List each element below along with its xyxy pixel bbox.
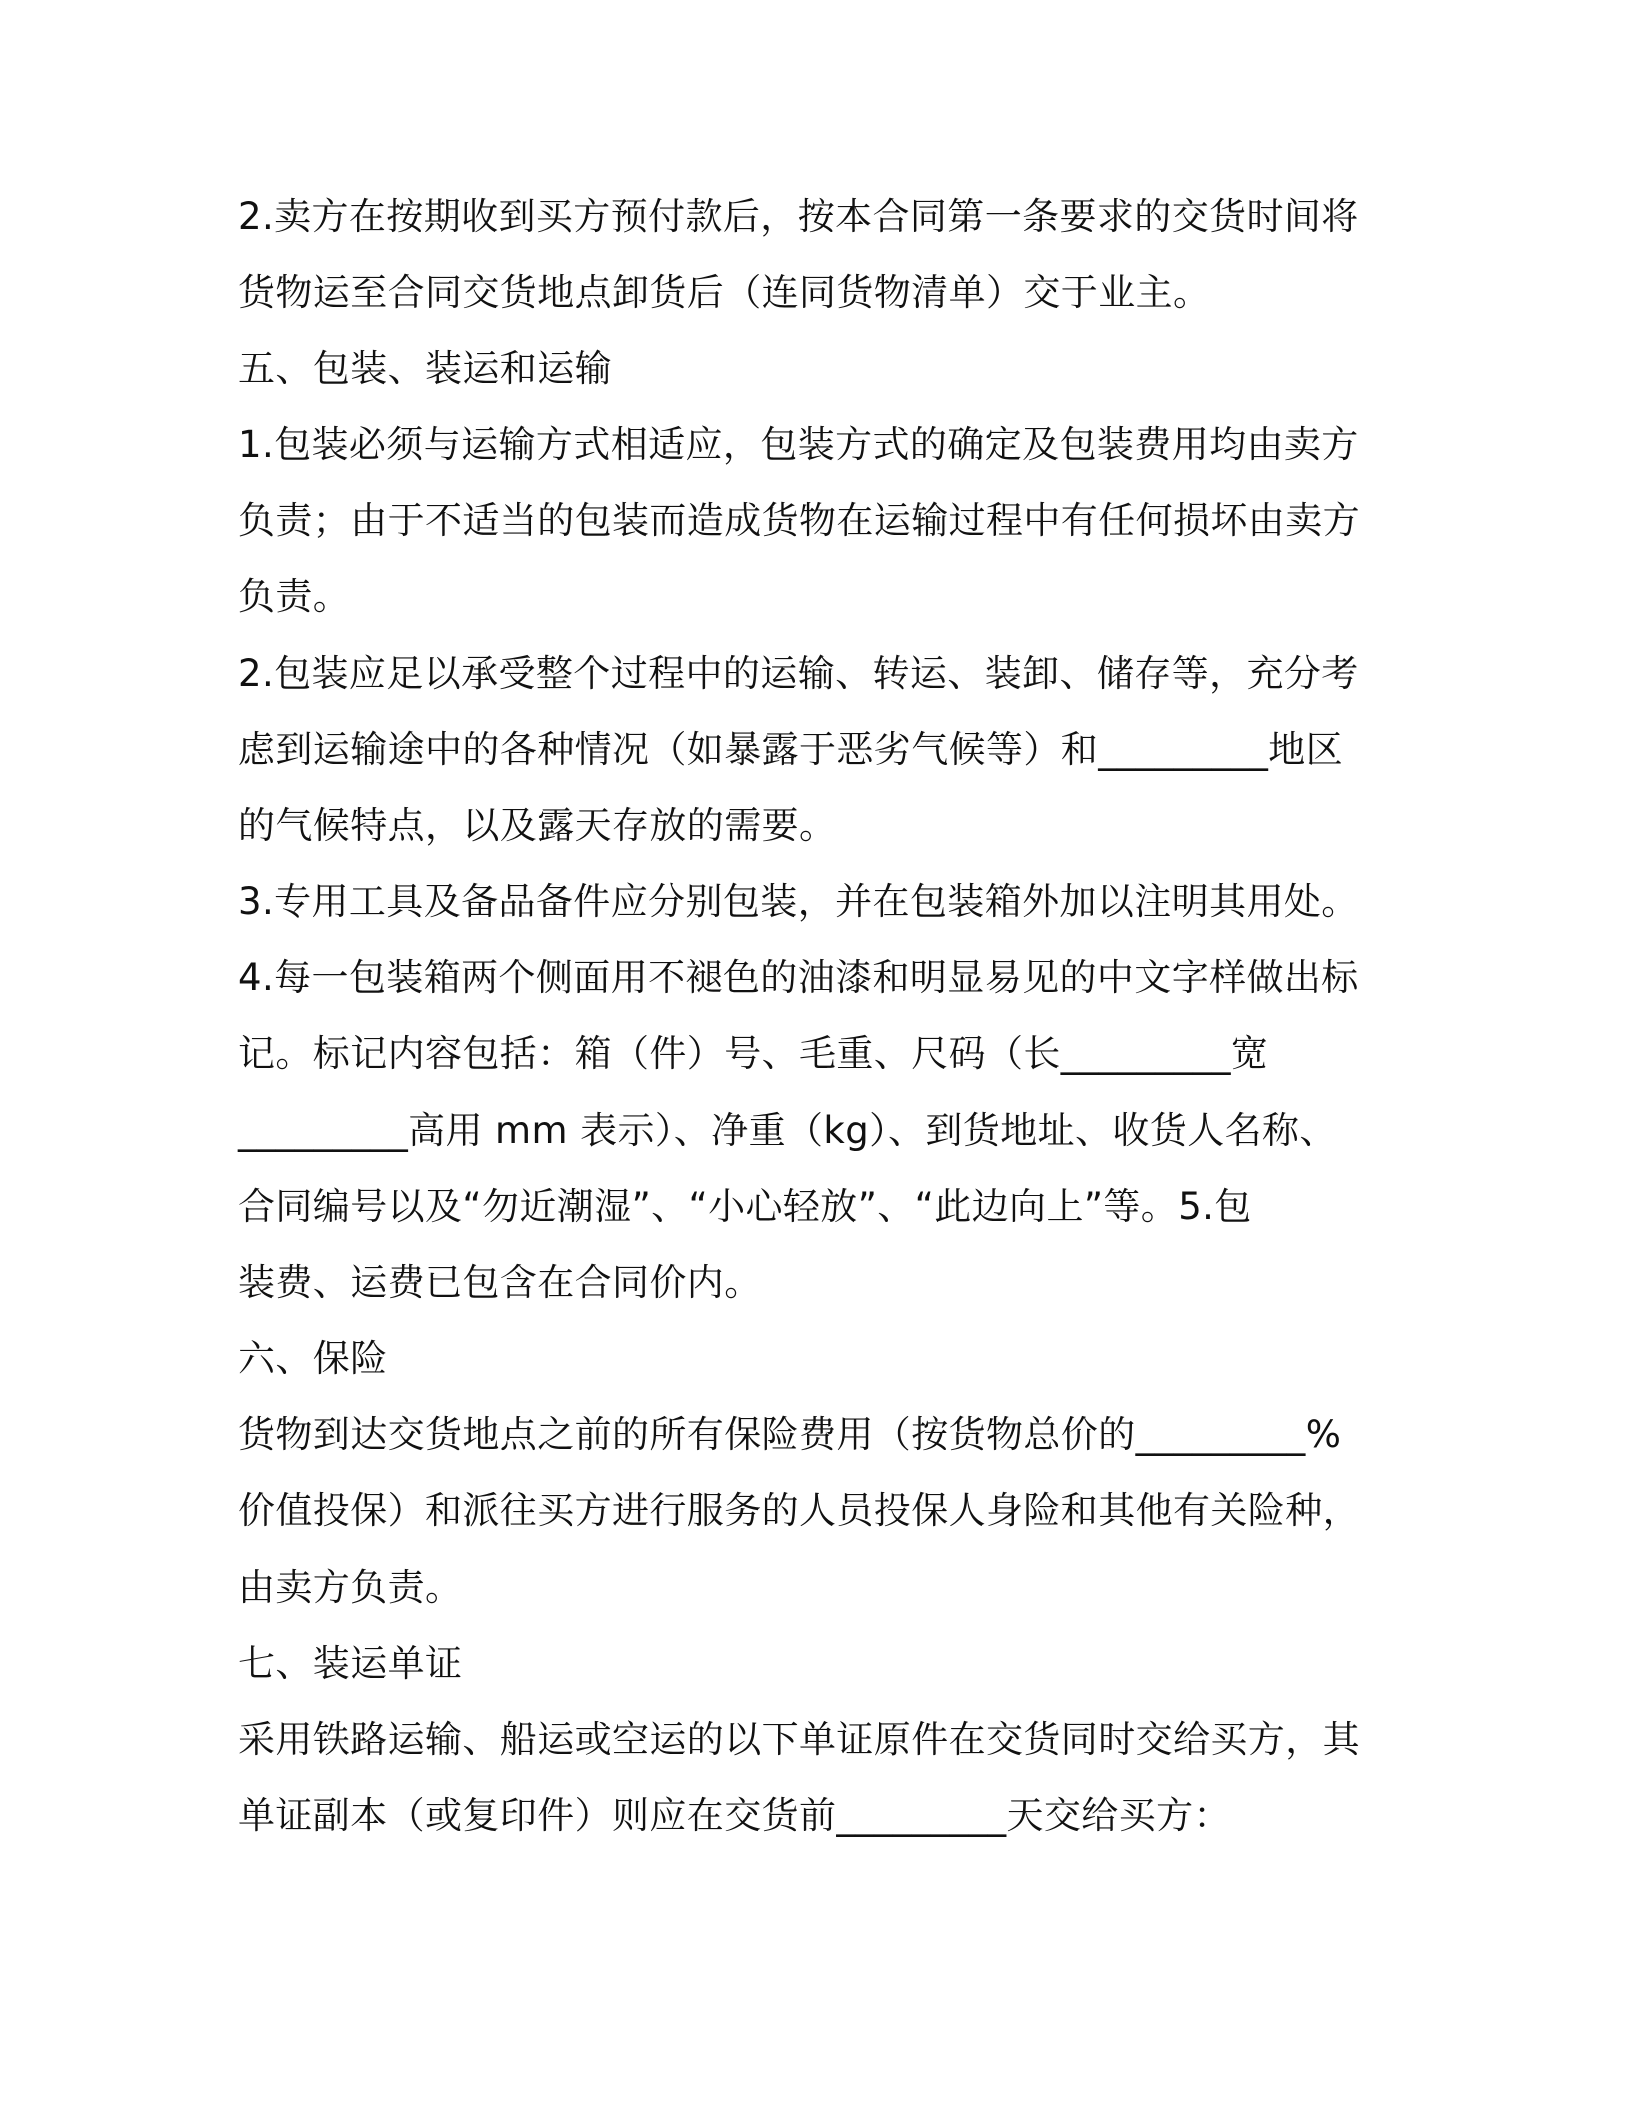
text-line: 负责。: [238, 575, 351, 618]
text-line: 虑到运输途中的各种情况（如暴露于恶劣气候等）和_________地区: [238, 728, 1344, 771]
text-line: 价值投保）和派往买方进行服务的人员投保人身险和其他有关险种，: [238, 1489, 1360, 1532]
section-heading-5: 五、包装、装运和运输: [238, 347, 612, 390]
text-line: 单证副本（或复印件）则应在交货前_________天交给买方：: [238, 1794, 1231, 1837]
text-line: 负责；由于不适当的包装而造成货物在运输过程中有任何损坏由卖方: [238, 499, 1360, 542]
text-line: 采用铁路运输、船运或空运的以下单证原件在交货同时交给买方，其: [238, 1718, 1360, 1761]
text-line: 由卖方负责。: [238, 1566, 463, 1609]
text-line: 1.包装必须与运输方式相适应，包装方式的确定及包装费用均由卖方: [238, 423, 1359, 466]
text-line: 4.每一包装箱两个侧面用不褪色的油漆和明显易见的中文字样做出标: [238, 956, 1359, 999]
text-line: 装费、运费已包含在合同价内。: [238, 1261, 762, 1304]
text-line: 3.专用工具及备品备件应分别包装，并在包装箱外加以注明其用处。: [238, 880, 1359, 923]
text-line: 2.包装应足以承受整个过程中的运输、转运、装卸、储存等，充分考: [238, 652, 1359, 695]
section-heading-7: 七、装运单证: [238, 1642, 463, 1685]
text-line: 2.卖方在按期收到买方预付款后，按本合同第一条要求的交货时间将: [238, 195, 1359, 238]
text-line: 货物运至合同交货地点卸货后（连同货物清单）交于业主。: [238, 271, 1211, 314]
text-line: 货物到达交货地点之前的所有保险费用（按货物总价的_________%: [238, 1413, 1342, 1456]
text-line: _________高用 mm 表示）、净重（kg）、到货地址、收货人名称、: [238, 1109, 1337, 1152]
text-line: 合同编号以及“勿近潮湿”、“小心轻放”、“此边向上”等。5.包: [238, 1185, 1252, 1228]
text-line: 的气候特点，以及露天存放的需要。: [238, 804, 837, 847]
section-heading-6: 六、保险: [238, 1337, 388, 1380]
text-line: 记。标记内容包括：箱（件）号、毛重、尺码（长_________宽: [238, 1032, 1269, 1075]
